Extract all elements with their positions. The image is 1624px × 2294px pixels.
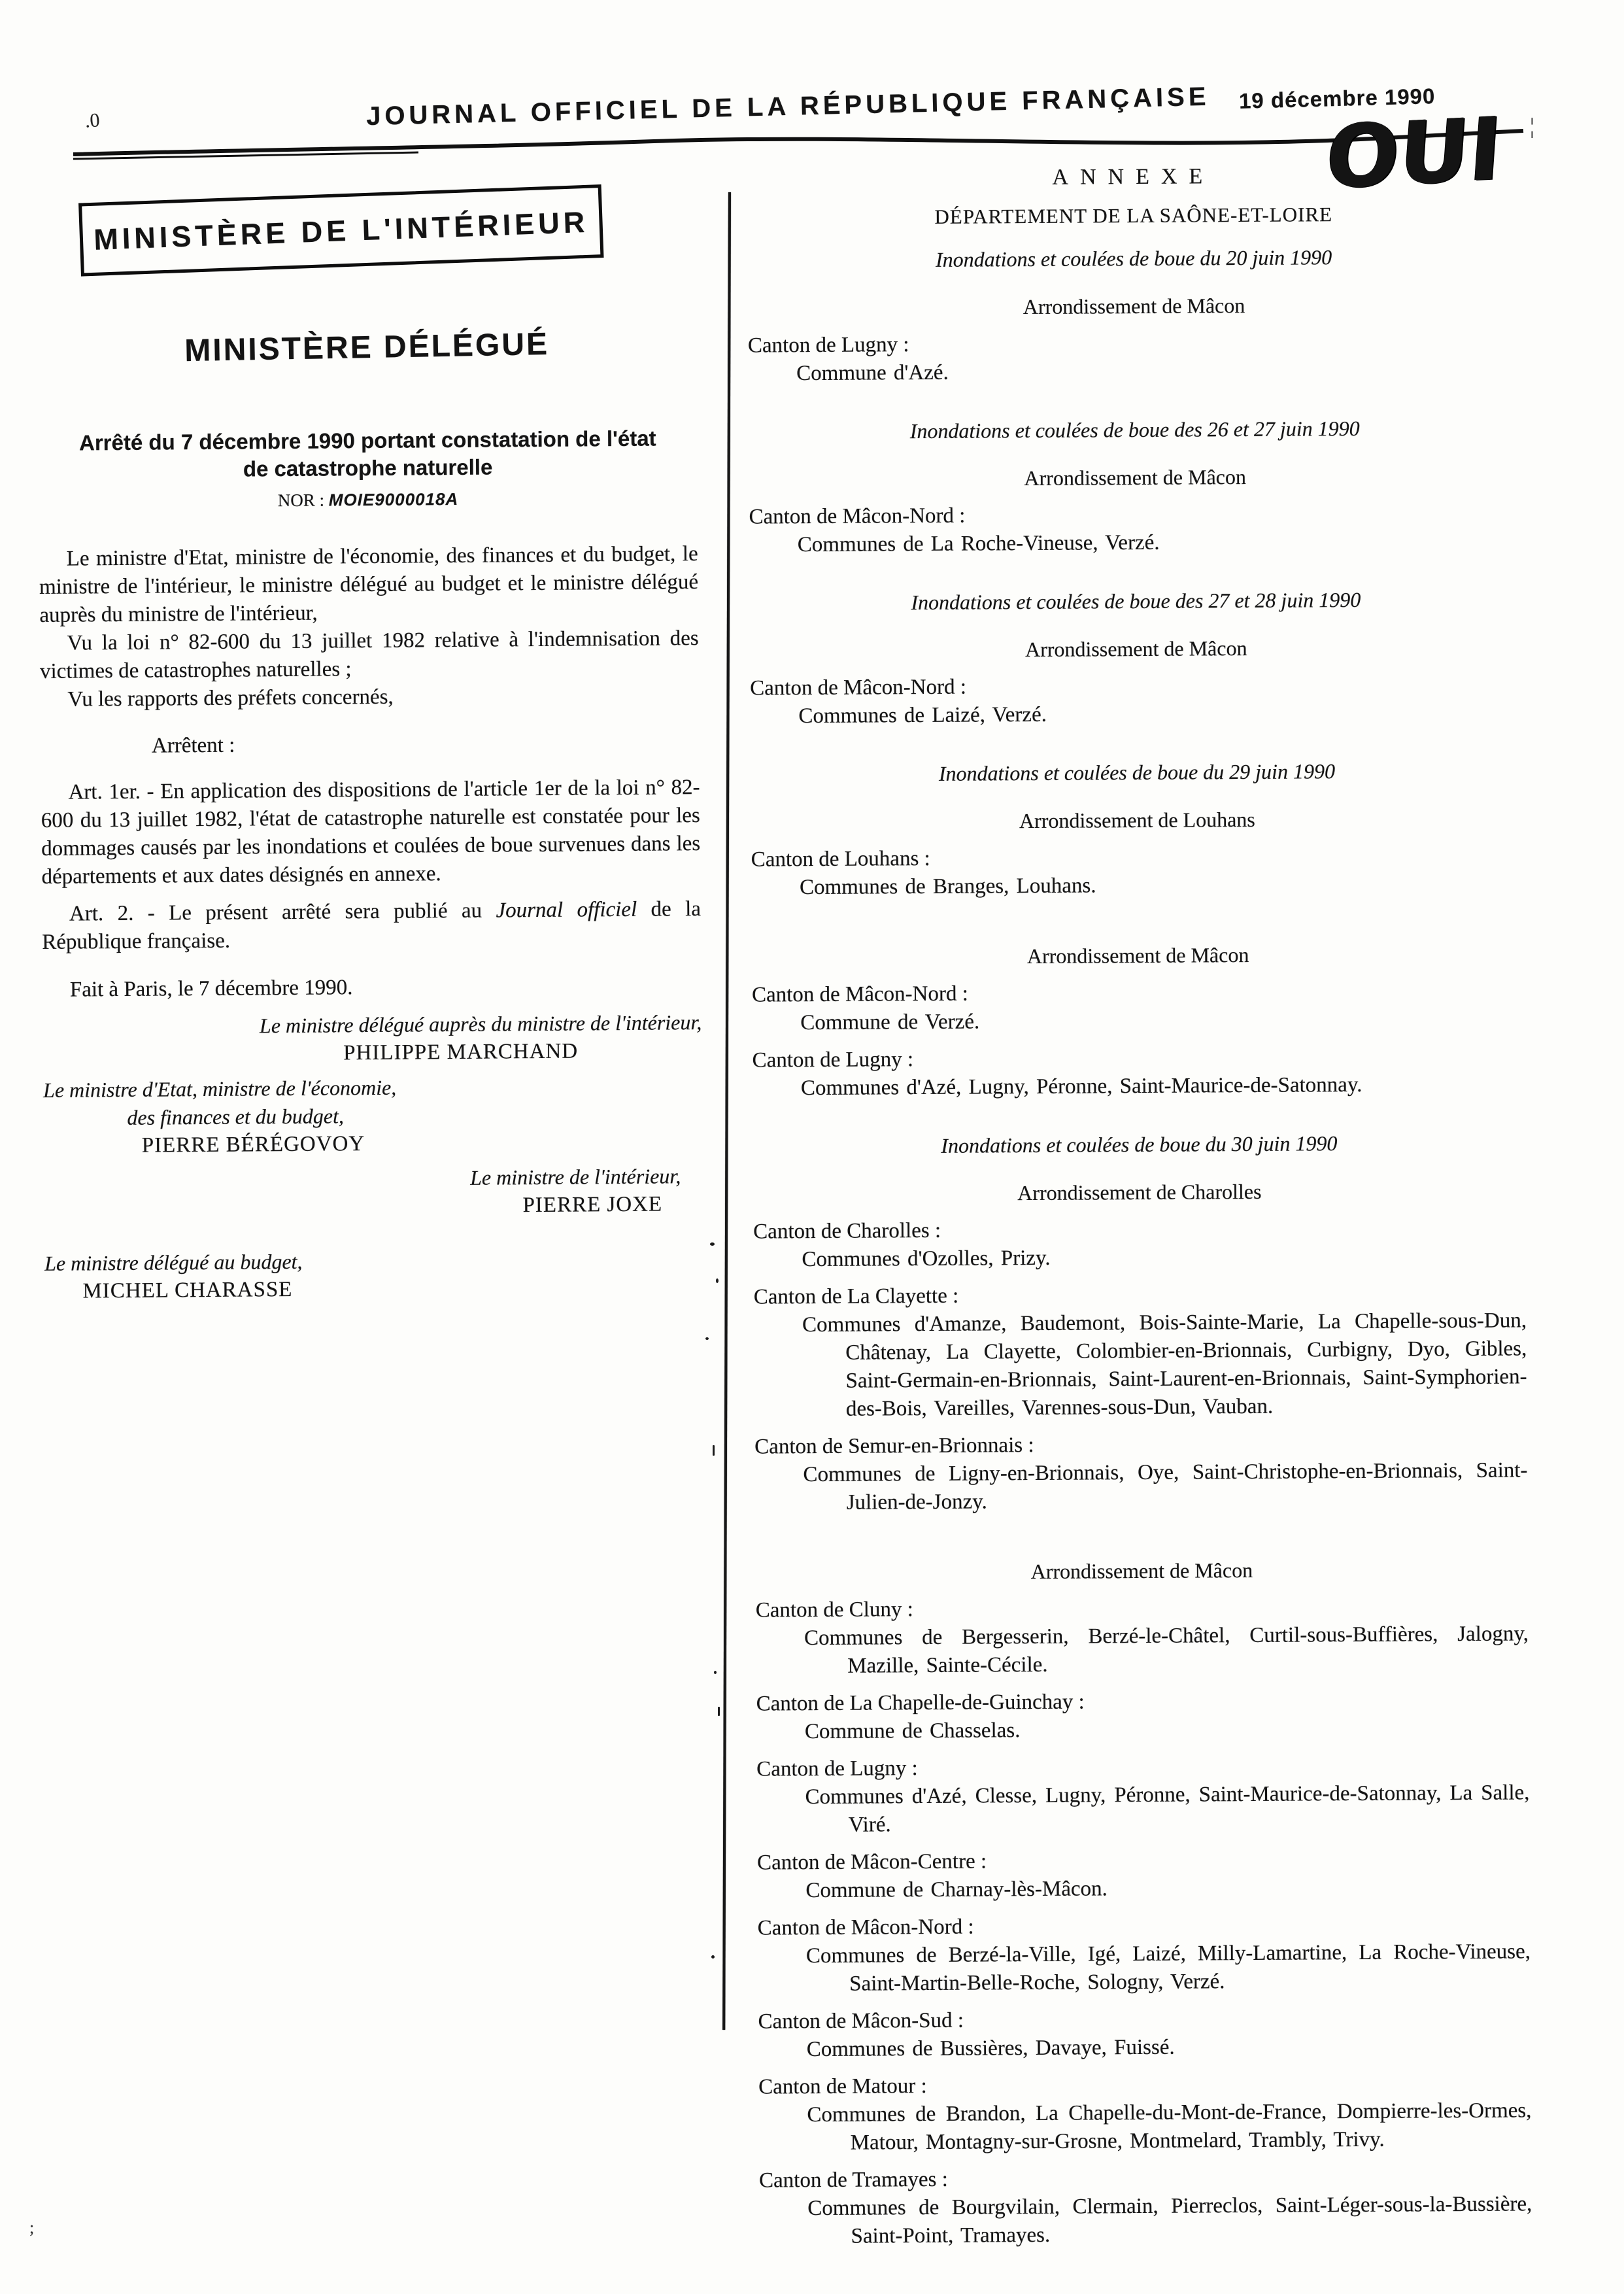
- scan-corner-mark: .0: [84, 109, 101, 132]
- decree-title: Arrêté du 7 décembre 1990 portant constatation de l'état de catastrophe naturelle: [78, 426, 656, 481]
- annex-row-canton: Canton de Mâcon-Nord :: [751, 982, 968, 1007]
- signature-name-joxe: PIERRE JOXE: [522, 1192, 663, 1218]
- preamble-paragraph: Le ministre d'Etat, ministre de l'économie, des finances et du budget, le ministre de l'intérieur, le ministre délégué au budget et le ministre délégué auprès du ministre de l'intérieur,: [39, 542, 699, 627]
- annex-row-canton: Canton de Lugny :: [747, 333, 909, 358]
- annex-row-canton: Canton de Mâcon-Nord :: [749, 504, 966, 529]
- annex-row-communes: Communes de Bergesserin, Berzé-le-Châtel, Curtil-sous-Buffières, Jalogny, Mazille, Sainte-Cécile.: [804, 1622, 1529, 1678]
- annex-row-canton: Canton de Semur-en-Brionnais :: [754, 1433, 1034, 1459]
- article-2-text: Art. 2. - Le présent arrêté sera publié au: [69, 899, 496, 926]
- ministry-box: [78, 184, 603, 277]
- annex-row-communes: Communes de Bussières, Davaye, Fuissé.: [806, 2035, 1175, 2062]
- annex-row-canton: Canton de Tramayes :: [758, 2167, 948, 2193]
- handwritten-oui-annotation: OUI: [1322, 98, 1505, 209]
- annex-row-communes: Communes de Bourgvilain, Clermain, Pierreclos, Saint-Léger-sous-la-Bussière, Saint-Point, Tramayes.: [807, 2192, 1532, 2248]
- annex-row-canton: Canton de Mâcon-Nord :: [750, 675, 967, 700]
- annex-row-canton: Canton de Cluny :: [755, 1598, 913, 1622]
- annex-row-communes: Communes de La Roche-Vineuse, Verzé.: [797, 530, 1160, 557]
- article-2-paragraph: [42, 895, 702, 957]
- scan-edge-mark: ¦: [1530, 114, 1534, 139]
- column-divider-rule: [722, 192, 731, 2030]
- section-title: MINISTÈRE DÉLÉGUÉ: [184, 326, 550, 369]
- nor-line: [39, 487, 698, 513]
- annex-row-canton: Canton de La Clayette :: [753, 1284, 959, 1309]
- annex-row-event: Inondations et coulées de boue des 27 et 28 juin 1990: [911, 587, 1361, 615]
- annex-row-canton: Canton de Mâcon-Sud :: [758, 2008, 964, 2034]
- signature-name-marchand: PHILIPPE MARCHAND: [343, 1039, 579, 1065]
- annex-row-arr: Arrondissement de Charolles: [1017, 1179, 1262, 1205]
- annexe-title: ANNEXE: [1052, 164, 1215, 190]
- signature-name-charasse: MICHEL CHARASSE: [82, 1277, 293, 1303]
- annex-row-communes: Communes de Laizé, Verzé.: [798, 702, 1047, 728]
- scan-speck: [710, 1242, 715, 1246]
- signature-role-beregovoy-line2: des finances et du budget,: [127, 1104, 345, 1129]
- annex-row-event: Inondations et coulées de boue du 30 juin 1990: [941, 1131, 1338, 1157]
- scan-bottom-mark: ;: [29, 2218, 35, 2237]
- annex-row-arr: Arrondissement de Louhans: [1019, 807, 1255, 833]
- issue-date: 19 décembre 1990: [1238, 84, 1436, 113]
- nor-label: NOR :: [277, 490, 325, 511]
- signature-role-joxe: Le ministre de l'intérieur,: [470, 1164, 681, 1190]
- scan-speck: [711, 1955, 715, 1959]
- annex-row-communes: Commune d'Azé.: [796, 360, 949, 386]
- annex-row-communes: Commune de Chasselas.: [804, 1719, 1021, 1744]
- signature-role-charasse: Le ministre délégué au budget,: [44, 1249, 303, 1275]
- annex-row-communes: Communes de Branges, Louhans.: [799, 874, 1096, 900]
- annex-row-communes: Communes d'Amanze, Baudemont, Bois-Sainte-Marie, La Chapelle-sous-Dun, Châtenay, La Clayette, Colombier-en-Brionnais, Curbigny, Dyo, Gibles, Saint-Germain-en-Brionnais, Saint-Laurent-en-Brionnais, Saint-Symphorien-des-Bois, Vareilles, Varennes-sous-Dun, Vauban.: [802, 1309, 1527, 1421]
- annex-row-canton: Canton de Charolles :: [753, 1218, 941, 1244]
- signature-name-beregovoy: PIERRE BÉRÉGOVOY: [141, 1132, 365, 1157]
- nor-value: MOIE9000018A: [328, 488, 459, 510]
- scan-speck: [713, 1445, 715, 1456]
- vu-rapports-paragraph: Vu les rapports des préfets concernés,: [67, 685, 394, 711]
- annex-row-communes: Communes d'Azé, Lugny, Péronne, Saint-Maurice-de-Satonnay.: [800, 1072, 1362, 1101]
- vu-loi-paragraph: Vu la loi n° 82-600 du 13 juillet 1982 relative à l'indemnisation des victimes de catastrophes naturelles ;: [39, 626, 699, 683]
- annex-row-communes: Commune de Charnay-lès-Mâcon.: [805, 1877, 1108, 1903]
- article-2-text-end: de la République française.: [42, 897, 702, 954]
- signature-role-beregovoy-line1: Le ministre d'Etat, ministre de l'économie,: [42, 1075, 397, 1102]
- annex-row-communes: Commune de Verzé.: [800, 1010, 980, 1035]
- department-title: DÉPARTEMENT DE LA SAÔNE-ET-LOIRE: [934, 203, 1333, 228]
- annex-row-communes: Communes d'Ozolles, Prizy.: [802, 1246, 1051, 1272]
- annex-row-canton: Canton de Mâcon-Nord :: [757, 1915, 974, 1940]
- fait-a-paris-line: Fait à Paris, le 7 décembre 1990.: [69, 976, 353, 1002]
- signature-role-marchand: Le ministre délégué auprès du ministre de l'intérieur,: [259, 1010, 702, 1038]
- scan-speck: [705, 1337, 709, 1340]
- left-column: [36, 191, 703, 1306]
- annex-row-event: Inondations et coulées de boue des 26 et 27 juin 1990: [909, 416, 1360, 443]
- annex-row-canton: Canton de Matour :: [758, 2074, 927, 2099]
- annex-row-canton: Canton de Lugny :: [756, 1756, 918, 1781]
- right-column-annexe: [747, 162, 1532, 2251]
- scan-speck: [714, 1671, 717, 1674]
- annex-row-arr: Arrondissement de Mâcon: [1024, 464, 1247, 490]
- annex-row-communes: Communes de Berzé-la-Ville, Igé, Laizé, Milly-Lamartine, La Roche-Vineuse, Saint-Martin-Belle-Roche, Sologny, Verzé.: [805, 1940, 1531, 1996]
- article-2-journal-officiel: Journal officiel: [496, 897, 637, 923]
- annex-row-canton: Canton de Louhans :: [751, 846, 930, 872]
- annex-row-canton: Canton de Lugny :: [752, 1048, 914, 1072]
- scan-speck: [718, 1707, 720, 1716]
- annex-row-event: Inondations et coulées de boue du 20 juin 1990: [935, 245, 1332, 271]
- annex-row-arr: Arrondissement de Mâcon: [1030, 1558, 1253, 1584]
- annex-row-communes: Communes de Ligny-en-Brionnais, Oye, Saint-Christophe-en-Brionnais, Saint-Julien-de-Jonzy.: [803, 1458, 1528, 1515]
- annex-row-canton: Canton de La Chapelle-de-Guinchay :: [756, 1690, 1085, 1716]
- ministry-box-title: MINISTÈRE DE L'INTÉRIEUR: [93, 205, 590, 256]
- scan-speck: [716, 1278, 719, 1283]
- annex-row-communes: Communes d'Azé, Clesse, Lugny, Péronne, Saint-Maurice-de-Satonnay, La Salle, Viré.: [805, 1781, 1530, 1837]
- annex-rows: [747, 242, 1532, 2251]
- annex-row-canton: Canton de Mâcon-Centre :: [757, 1849, 987, 1875]
- annex-row-arr: Arrondissement de Mâcon: [1023, 293, 1245, 319]
- article-1-paragraph: Art. 1er. - En application des dispositions de l'article 1er de la loi n° 82-600 du 13 juillet 1982, l'état de catastrophe naturelle est constatée pour les dommages causés par les inondations et coulées de boue survenues dans les départements et aux dates désignés en annexe.: [41, 776, 701, 889]
- annex-row-arr: Arrondissement de Mâcon: [1026, 942, 1249, 968]
- arretent-line: Arrêtent :: [151, 733, 235, 758]
- journal-title: JOURNAL OFFICIEL DE LA RÉPUBLIQUE FRANÇAISE: [365, 82, 1210, 131]
- annex-row-arr: Arrondissement de Mâcon: [1024, 636, 1247, 662]
- annex-row-event: Inondations et coulées de boue du 29 juin 1990: [938, 759, 1336, 785]
- annex-row-communes: Communes de Brandon, La Chapelle-du-Mont-de-France, Dompierre-les-Ormes, Matour, Montagny-sur-Grosne, Montmelard, Trambly, Trivy.: [807, 2098, 1532, 2155]
